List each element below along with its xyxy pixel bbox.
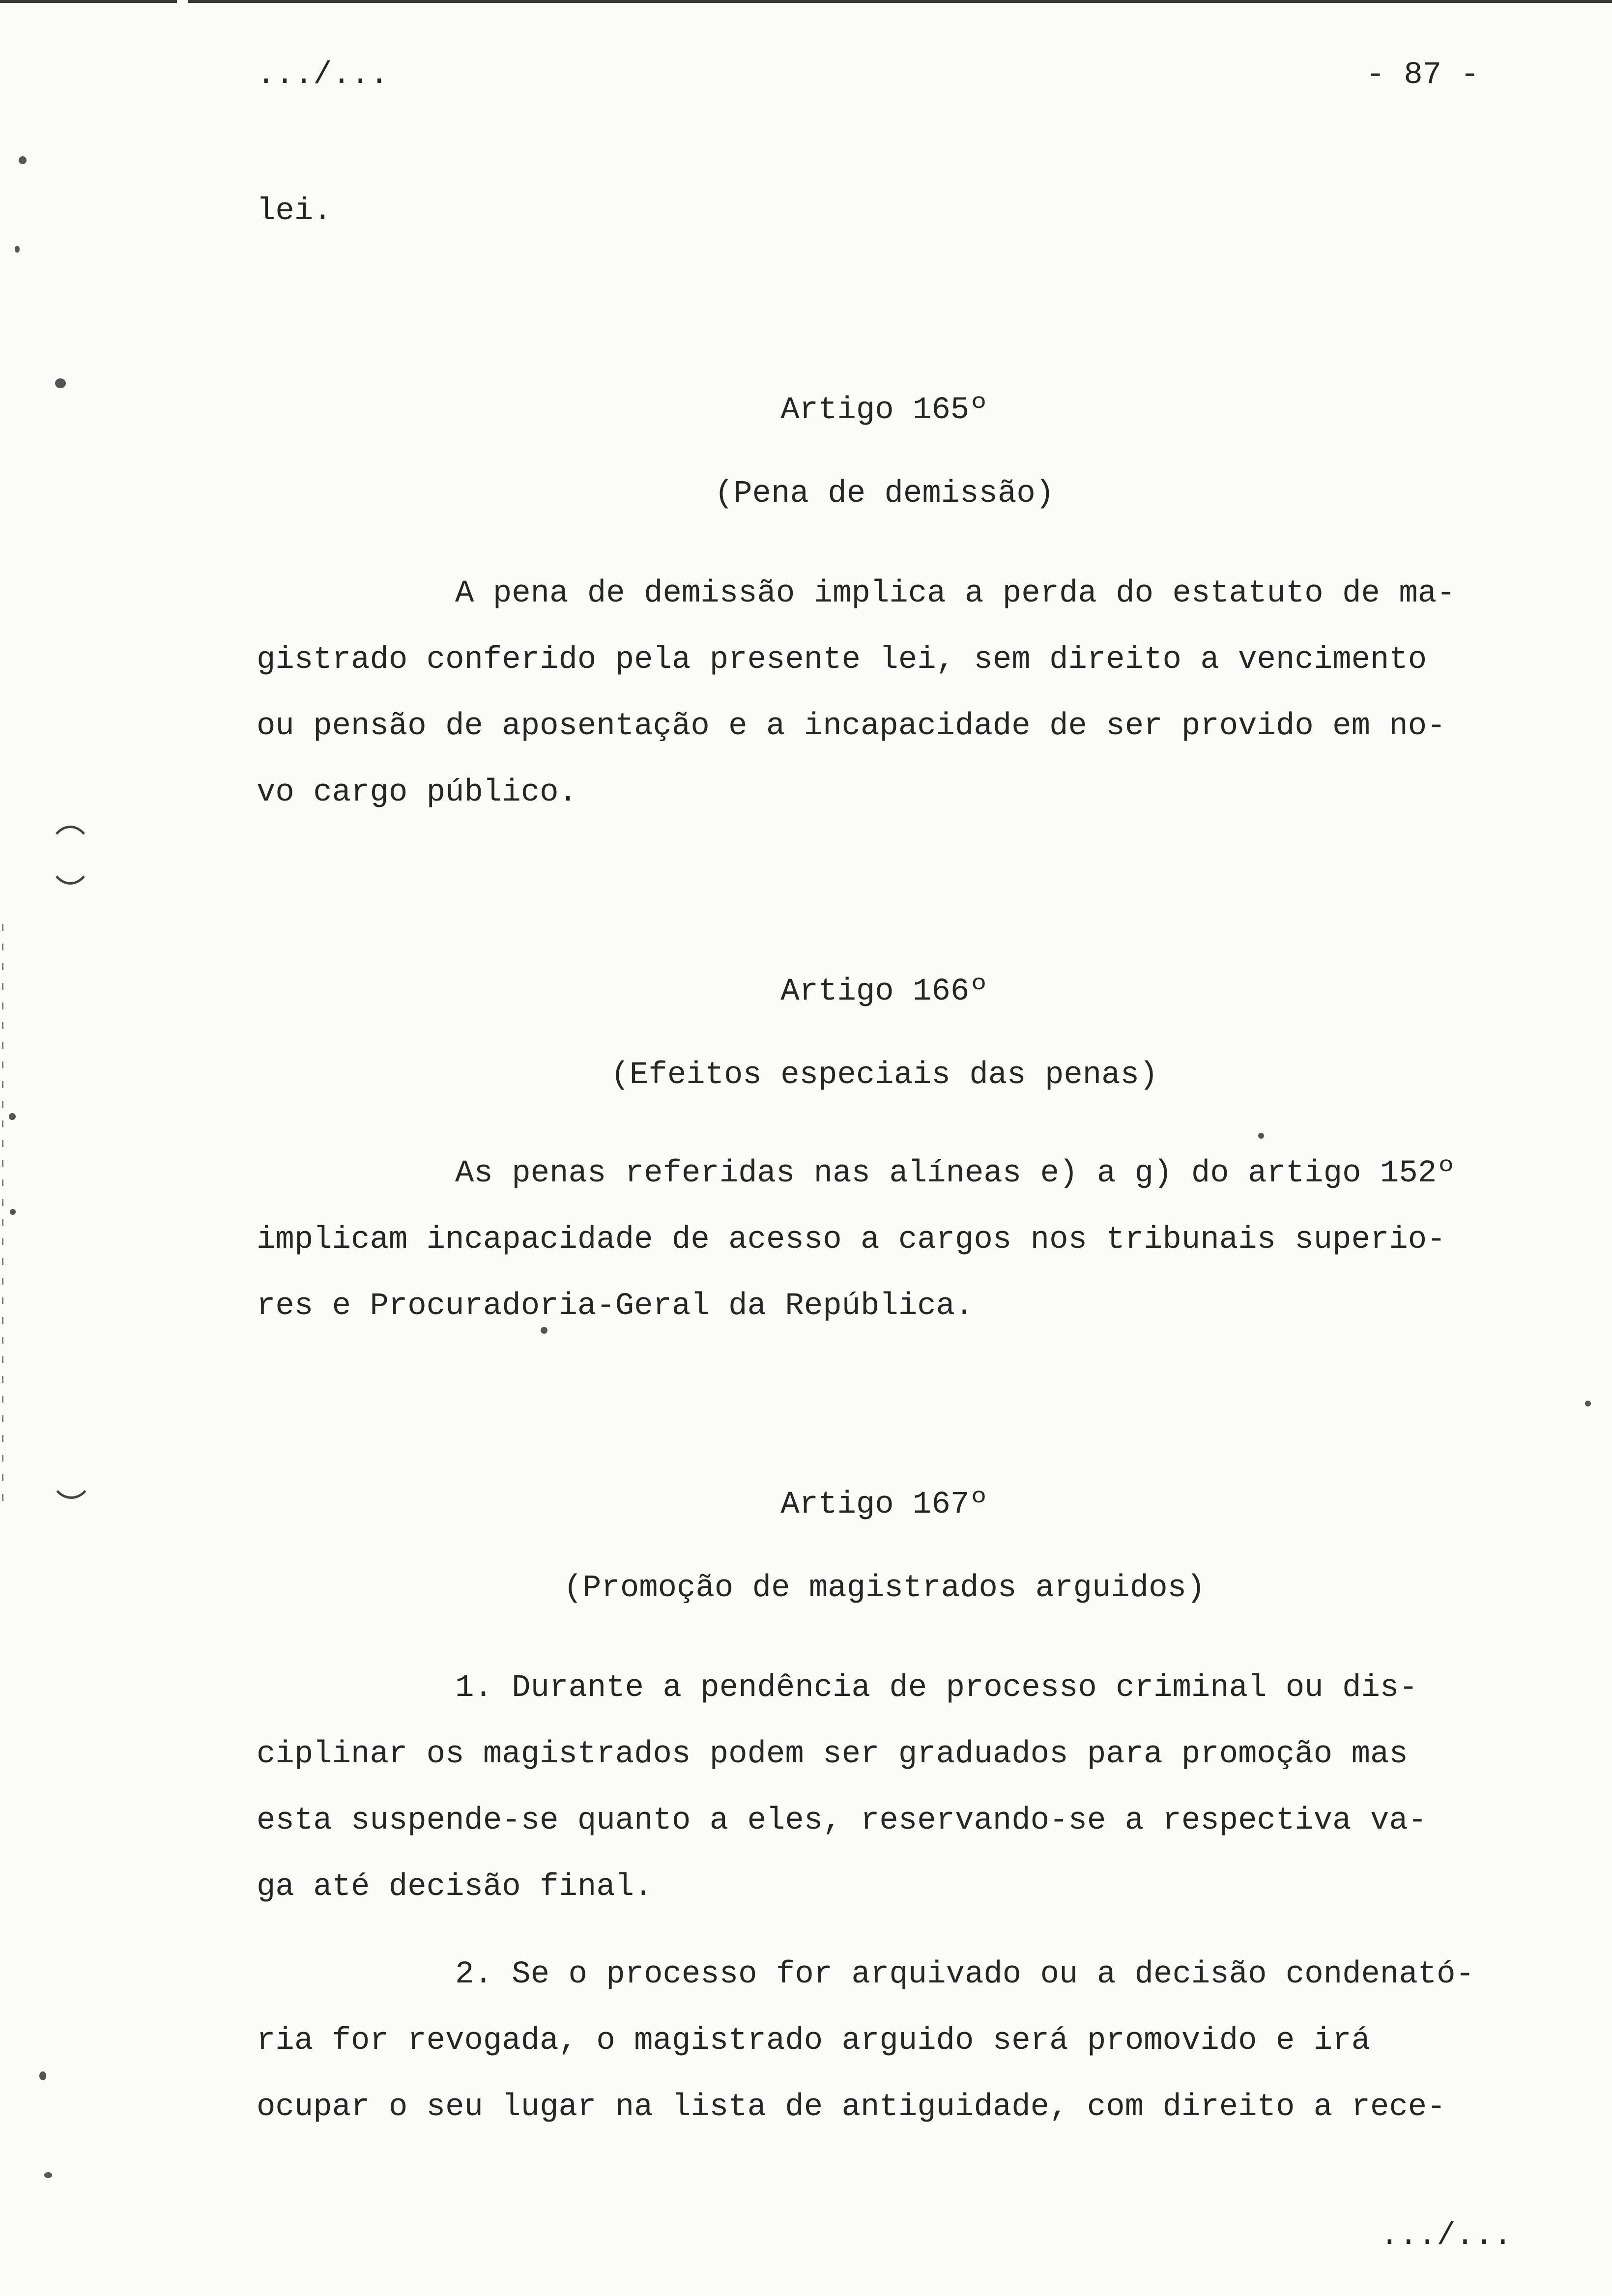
scan-speck — [10, 1209, 16, 1215]
page-top-edge-gap — [177, 0, 188, 4]
continuation-marker-top: .../... — [257, 57, 389, 93]
scan-speck — [15, 246, 20, 253]
scan-speck — [19, 156, 27, 164]
body-line: As penas referidas nas alíneas e) a g) do artigo 152º — [455, 1156, 1456, 1191]
article-167-heading: (Promoção de magistrados arguidos) — [563, 1571, 1206, 1606]
article-166-body — [257, 1154, 1512, 1353]
fragment-text: lei. — [257, 194, 332, 229]
page-top-edge — [0, 0, 1612, 3]
scan-margin-mark — [2, 924, 3, 1514]
body-line: ga até decisão final. — [257, 1869, 653, 1905]
scan-speck — [1585, 1401, 1591, 1406]
body-line: ocupar o seu lugar na lista de antiguidade, com direito a rece- — [257, 2090, 1446, 2125]
article-165-heading: (Pena de demissão) — [714, 476, 1055, 512]
scan-arc-mark — [49, 1445, 93, 1499]
body-line: ou pensão de aposentação e a incapacidade de ser provido em no- — [257, 709, 1446, 744]
body-line: 2. Se o processo for arquivado ou a decisão condenató- — [455, 1957, 1474, 1992]
body-line: res e Procuradoria-Geral da República. — [257, 1289, 974, 1324]
body-line: vo cargo público. — [257, 775, 577, 810]
body-line: implicam incapacidade de acesso a cargos nos tribunais superio- — [257, 1222, 1446, 1258]
article-167-title: Artigo 167º — [780, 1487, 988, 1522]
body-line: gistrado conferido pela presente lei, sem direito a vencimento — [257, 642, 1427, 678]
article-165-title: Artigo 165º — [780, 393, 988, 428]
scan-speck — [44, 2172, 52, 2178]
body-line: A pena de demissão implica a perda do estatuto de ma- — [455, 576, 1456, 611]
body-line: esta suspende-se quanto a eles, reservando-se a respectiva va- — [257, 1803, 1427, 1838]
scan-arc-mark — [48, 826, 92, 885]
scan-speck — [39, 2071, 46, 2080]
scan-speck — [1258, 1133, 1264, 1139]
article-167-paragraph-1 — [257, 1668, 1512, 1934]
article-166-title: Artigo 166º — [780, 974, 988, 1009]
scan-speck — [55, 378, 66, 388]
page-number: - 87 - — [1366, 57, 1479, 93]
article-166-heading: (Efeitos especiais das penas) — [610, 1058, 1158, 1093]
body-line: 1. Durante a pendência de processo criminal ou dis- — [455, 1670, 1418, 1706]
body-line: ria for revogada, o magistrado arguido será promovido e irá — [257, 2023, 1370, 2059]
continuation-marker-bottom: .../... — [1380, 2218, 1512, 2254]
body-line: ciplinar os magistrados podem ser graduados para promoção mas — [257, 1737, 1408, 1772]
scan-speck — [9, 1113, 16, 1120]
article-165-body — [257, 574, 1512, 839]
article-167-paragraph-2 — [257, 1955, 1512, 2154]
